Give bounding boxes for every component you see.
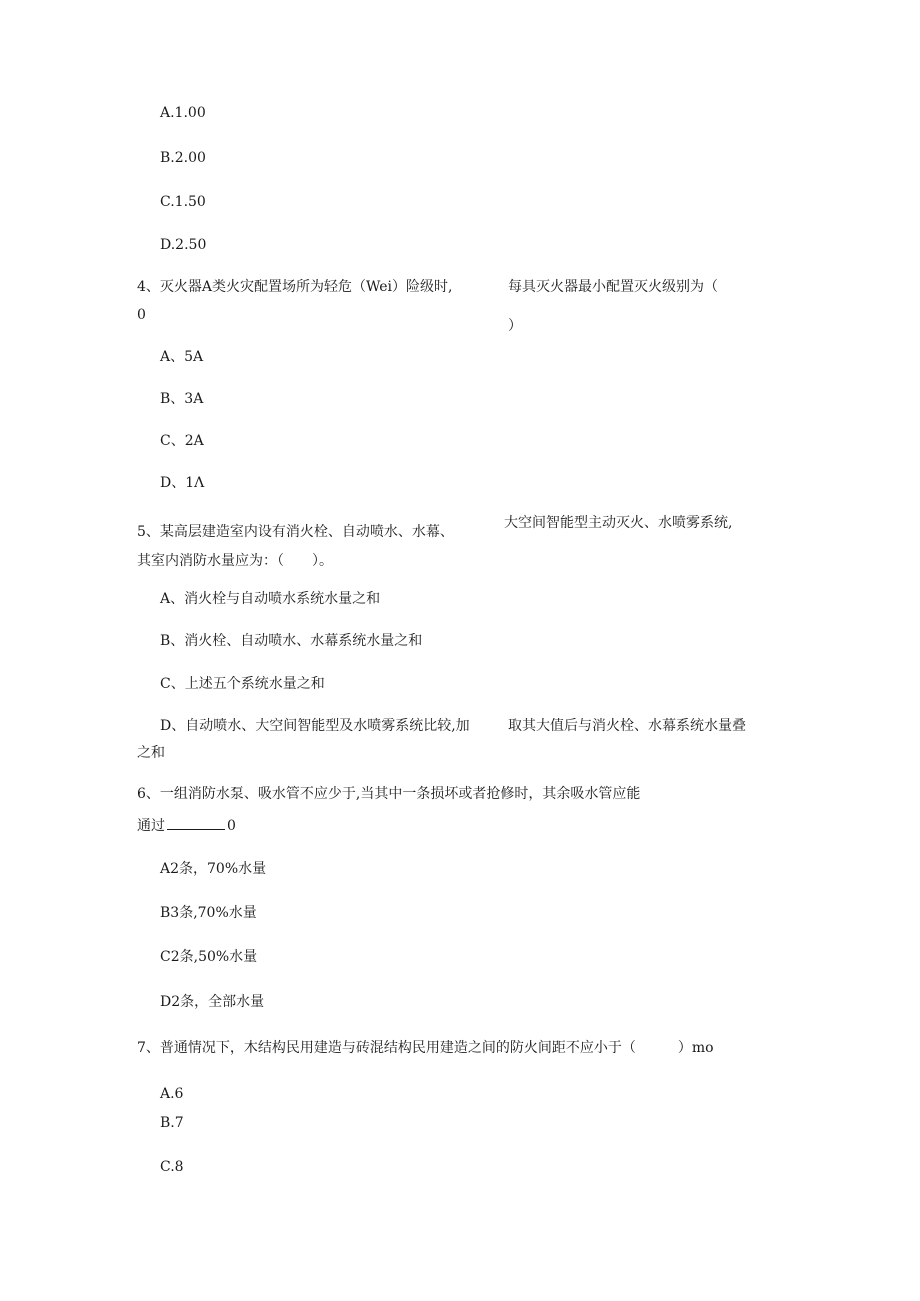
q7-option-a: A.6 <box>160 1086 184 1102</box>
q6-stem-line2-prefix: 通过 <box>137 818 165 834</box>
q6-option-a: A2条，70%水量 <box>160 861 267 877</box>
q6-stem-line2-suffix: 0 <box>227 818 236 834</box>
q7-option-b: B.7 <box>160 1115 184 1131</box>
q5-stem-left: 5、某高层建造室内设有消火栓、自动喷水、水幕、 <box>137 524 454 540</box>
q6-option-c: C2条,50%水量 <box>160 949 258 965</box>
q3-option-c: C.1.50 <box>160 194 206 210</box>
q4-stem-right: 每具灭火器最小配置灭火级别为（ <box>508 279 718 295</box>
q6-answer-blank <box>167 817 225 830</box>
q4-option-c: C、2A <box>160 433 204 449</box>
q4-option-d: D、1Λ <box>160 475 205 491</box>
q5-option-a: A、消火栓与自动喷水系统水量之和 <box>160 591 381 607</box>
q5-option-b: B、消火栓、自动喷水、水幕系统水量之和 <box>160 633 423 649</box>
q3-option-a: A.1.00 <box>160 105 206 121</box>
q5-option-d-left: D、自动喷水、大空间智能型及水喷雾系统比较,加 <box>160 718 470 734</box>
q5-option-d-line2: 之和 <box>137 745 165 761</box>
q6-stem: 6、一组消防水泵、吸水管不应少于,当其中一条损坏或者抢修时，其余吸水管应能 <box>137 786 641 802</box>
q5-stem-right: 大空间智能型主动灭火、水喷雾系统, <box>504 515 733 531</box>
q4-option-b: B、3A <box>160 391 204 407</box>
q7-stem: 7、普通情况下，木结构民用建造与砖混结构民用建造之间的防火间距不应小于（ ）mo <box>137 1040 714 1056</box>
q3-option-b: B.2.00 <box>160 150 206 166</box>
q6-option-d: D2条，全部水量 <box>160 994 265 1010</box>
q4-stem-left: 4、灭火器A类火灾配置场所为轻危（Wei）险级时, <box>137 279 453 295</box>
q3-option-d: D.2.50 <box>160 237 207 253</box>
q4-option-a: A、5A <box>160 349 204 365</box>
q6-stem-line2 <box>137 817 236 835</box>
q6-option-b: B3条,70%水量 <box>160 905 257 921</box>
q5-option-c: C、上述五个系统水量之和 <box>160 676 325 692</box>
q4-stem-left-2: 0 <box>137 307 146 323</box>
q7-option-c: C.8 <box>160 1159 184 1175</box>
q4-stem-right-2: ） <box>508 318 522 334</box>
q5-stem-line2: 其室内消防水量应为：（ ）。 <box>137 553 333 569</box>
q5-option-d-right: 取其大值后与消火栓、水幕系统水量叠 <box>508 718 746 734</box>
